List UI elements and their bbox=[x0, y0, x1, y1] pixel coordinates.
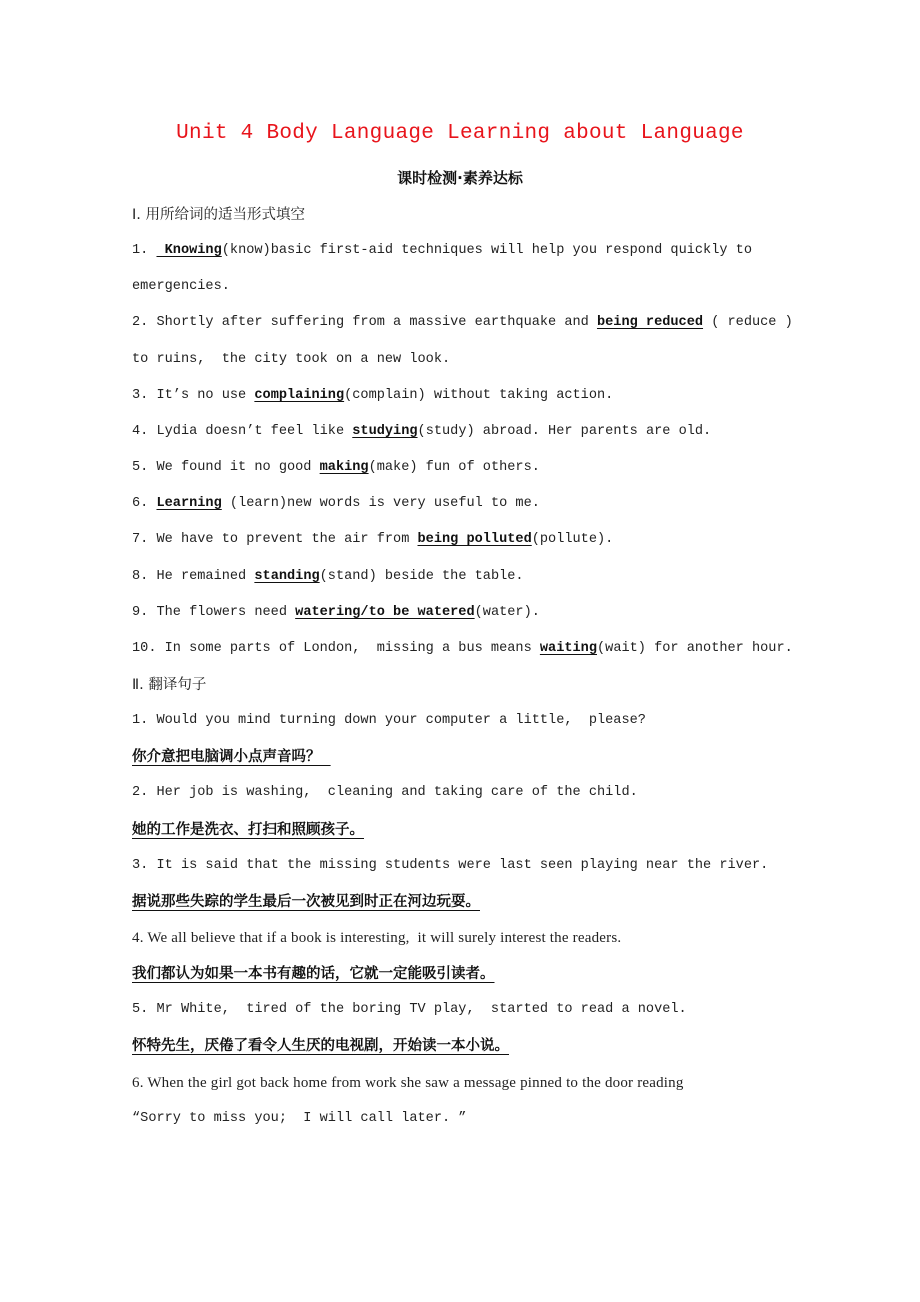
section1-item-1-line bbox=[132, 277, 230, 297]
section2-item-3-line bbox=[132, 856, 768, 876]
document-subtitle: 课时检测·素养达标 bbox=[397, 169, 523, 187]
question-text: 8. He remained bbox=[132, 568, 255, 584]
question-text: “Sorry to miss you; I will call later. ” bbox=[132, 1110, 467, 1126]
question-text: 4. We all believe that if a book is interesting, it will surely interest the readers. bbox=[132, 930, 622, 946]
section-heading: Ⅰ. 用所给词的适当形式填空 bbox=[132, 207, 305, 223]
translation-answer: 据说那些失踪的学生最后一次被见到时正在河边玩耍。 bbox=[132, 893, 480, 910]
question-text: (make) fun of others. bbox=[368, 460, 540, 476]
section1-item-5-line bbox=[132, 458, 540, 478]
question-text: 1. Would you mind turning down your computer a little, please? bbox=[132, 713, 646, 729]
answer-text: watering/to be watered bbox=[295, 604, 475, 620]
question-text: 4. Lydia doesn’t feel like bbox=[132, 423, 353, 439]
question-text: 3. It’s no use bbox=[132, 387, 255, 403]
section1-item-10-line bbox=[132, 639, 793, 659]
question-text: 6. bbox=[132, 496, 157, 512]
question-text: (stand) beside the table. bbox=[319, 568, 524, 584]
answer-text: complaining bbox=[254, 387, 345, 403]
question-text: (pollute). bbox=[531, 532, 614, 548]
section1-item-3-line bbox=[132, 386, 613, 406]
question-text: (wait) for another hour. bbox=[597, 640, 793, 656]
answer-text: Knowing bbox=[156, 243, 222, 259]
answer-text: studying bbox=[352, 423, 418, 439]
translation-answer: 怀特先生，厌倦了看令人生厌的电视剧，开始读一本小说。 bbox=[132, 1038, 509, 1055]
answer-text: being polluted bbox=[417, 532, 532, 548]
question-text: (learn)new words is very useful to me. bbox=[221, 496, 540, 512]
question-text: 7. We have to prevent the air from bbox=[132, 532, 418, 548]
section2-item-6-line bbox=[132, 1109, 466, 1129]
answer-text: waiting bbox=[539, 640, 597, 656]
section-heading: Ⅱ. 翻译句子 bbox=[132, 676, 207, 693]
section2-item-5-line bbox=[132, 1000, 687, 1020]
section1-item-1-line bbox=[132, 241, 752, 261]
question-text: to ruins, the city took on a new look. bbox=[132, 351, 451, 367]
section1-item-8-line bbox=[132, 567, 524, 587]
section1-item-9-line bbox=[132, 603, 540, 623]
section2-item-2-line bbox=[132, 820, 364, 842]
question-text: (complain) without taking action. bbox=[344, 387, 614, 403]
question-text: 6. When the girl got back home from work she saw a message pinned to the door reading bbox=[132, 1074, 684, 1091]
section2-item-5-line bbox=[132, 1036, 509, 1058]
section1-item-2-line bbox=[132, 350, 450, 370]
question-text: 5. Mr White, tired of the boring TV play, started to read a novel. bbox=[132, 1002, 687, 1018]
answer-text: Learning bbox=[156, 496, 222, 512]
answer-text: making bbox=[319, 460, 369, 476]
section1-item-2-line bbox=[132, 313, 793, 333]
section2-item-3-line bbox=[132, 892, 480, 914]
question-text: (know)basic first-aid techniques will help you respond quickly to bbox=[221, 243, 752, 259]
document-title: Unit 4 Body Language Learning about Language bbox=[176, 122, 744, 145]
question-text: (study) abroad. Her parents are old. bbox=[417, 423, 712, 439]
question-text: 9. The flowers need bbox=[132, 604, 296, 620]
translation-answer: 她的工作是洗衣、打扫和照顾孩子。 bbox=[132, 821, 364, 838]
question-text: 3. It is said that the missing students were last seen playing near the river. bbox=[132, 857, 769, 873]
question-text: (water). bbox=[474, 604, 540, 620]
answer-text: being reduced bbox=[596, 315, 704, 331]
question-text: 5. We found it no good bbox=[132, 460, 320, 476]
answer-text: standing bbox=[254, 568, 320, 584]
section2-item-1-line bbox=[132, 711, 646, 731]
question-text: 2. Shortly after suffering from a massive earthquake and bbox=[132, 315, 597, 331]
section1-item-4-line bbox=[132, 422, 711, 442]
question-text: 2. Her job is washing, cleaning and taking care of the child. bbox=[132, 785, 638, 801]
section1-item-7-line bbox=[132, 530, 613, 550]
question-text: 1. bbox=[132, 243, 157, 259]
translation-answer: 你介意把电脑调小点声音吗？ bbox=[132, 749, 331, 766]
section1-item-6-line bbox=[132, 494, 540, 514]
translation-answer: 我们都认为如果一本书有趣的话，它就一定能吸引读者。 bbox=[132, 966, 495, 983]
question-text: ( reduce ) bbox=[703, 315, 793, 331]
question-text: 10. In some parts of London, missing a bus means bbox=[132, 640, 540, 656]
section2-item-4-line bbox=[132, 964, 495, 986]
section2-item-6-line bbox=[132, 1073, 684, 1093]
section2-item-1-line bbox=[132, 747, 331, 769]
section2-item-4-line bbox=[132, 928, 621, 948]
section2-item-2-line bbox=[132, 783, 638, 803]
question-text: emergencies. bbox=[132, 279, 230, 295]
